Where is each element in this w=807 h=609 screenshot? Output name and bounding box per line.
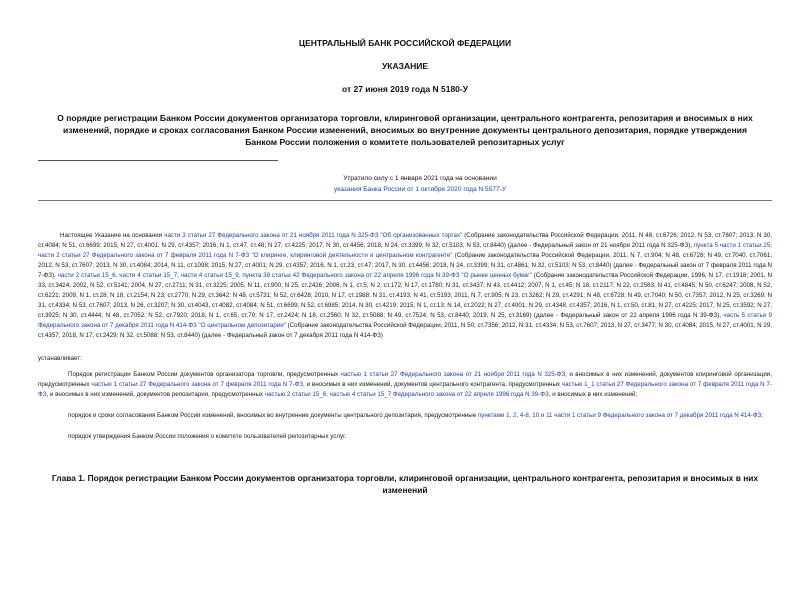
law-link[interactable]: пункта 5 части 1 статьи 25, части 2 статьи 27 Федерального закона от 7 февраля 2011 года N 7-ФЗ "О клиринге, клиринговой деятельности и центральном контрагенте" xyxy=(38,242,772,260)
lost-force-note xyxy=(38,173,772,195)
preamble-text: (Собрание законодательства Российской Федерации, 2011, N 7, ст.904; N 48, ст.6728; N 49, ст.7040, ст.7061; 2012, N 53, ст.7607; 2013, N 30, ст.4084; 2014, N 11, ст.1098; 2015, N 27, ст.4001; N 29, ст.4357; 2016, N 1, ст.23, ст.47; 2017, N 30, ст.4456; 2018, N 24, ст.3399; N 31, ст.4861; N 32, ст.5103; N 53, ст.8440) (далее - Федеральный закон от 7 февраля 2011 года N 7-ФЗ), xyxy=(38,252,772,280)
document-date-number: от 27 июня 2019 года N 5180-У xyxy=(341,84,469,94)
scope-paragraph-2 xyxy=(38,411,772,421)
document-type: УКАЗАНИЕ xyxy=(382,61,428,71)
chapter-heading: Глава 1. Порядок регистрации Банком России документов организатора торговли, клиринговой организации, центрального контрагента, репозитария и вносимых в них изменений xyxy=(51,472,759,495)
law-link[interactable]: пунктами 1, 2, 4-8, 10 и 11 части 1 статьи 9 Федерального закона от 7 декабря 2011 года N 414-ФЗ xyxy=(477,411,762,419)
paragraph-text: порядок и сроки согласования Банком России изменений, вносимых во внутренние документы центрального депозитария, предусмотренные xyxy=(68,411,478,419)
document-title: О порядке регистрации Банком России документов организатора торговли, клиринговой организации, центрального контрагента, репозитария и вносимых в них изменений, порядке и сроках согласования Банком России изменений, вносимых во внутренние документы центрального депозитария, порядке утверждения Банком России положения о комитете пользователей репозитарных услуг xyxy=(57,113,753,147)
paragraph-text: ; xyxy=(761,411,764,419)
law-link[interactable]: части 2 статьи 15_6, части 4 статьи 15_7, части 4 статьи 15_9, пункта 38 статьи 42 Федерального закона от 22 апреля 1996 года N 39-ФЗ "О рынке ценных бумаг" xyxy=(57,272,532,280)
scope-paragraph-3: порядок утверждения Банком России положения о комитете пользователей репозитарных услуг. xyxy=(68,432,347,440)
law-link[interactable]: частью 1_1 статьи 27 Федерального закона от 7 февраля 2011 года N 7-ФЗ xyxy=(38,380,773,398)
scope-paragraph-1 xyxy=(38,370,772,400)
law-link[interactable]: частью 1 статьи 27 Федерального закона от 7 февраля 2011 года N 7-ФЗ xyxy=(91,380,304,388)
paragraph-text: Порядок регистрации Банком России документов организатора торговли, предусмотренных xyxy=(68,370,341,378)
issuer-heading: ЦЕНТРАЛЬНЫЙ БАНК РОССИЙСКОЙ ФЕДЕРАЦИИ xyxy=(298,38,512,48)
paragraph-text: , и вносимых в них изменений; xyxy=(548,390,638,398)
preamble-paragraph xyxy=(38,231,772,342)
establishes-label: устанавливает: xyxy=(38,354,82,362)
preamble-text: (Собрание законодательства Российской Федерации, 2011, N 50, ст.7356; 2012, N 31, ст.4334; N 53, ст.7607; 2013, N 27, ст.3477; N 30, ст.4084; 2015, N 27, ст.4001; N 29, ст.4357; 2018, N 17, ст.2429; N 32, ст.5088; N 53, ст.8440) (далее - Федеральный закон от 7 декабря 2011 года N 414-ФЗ) xyxy=(38,322,772,340)
paragraph-text: , и вносимых в них изменений, документов центрального контрагента, предусмотренных xyxy=(303,380,562,388)
preamble-text: (Собрание законодательства Российской Федерации, 2011, N 48, ст.6726; 2012, N 53, ст.7607; 2013, N 30, ст.4084; N 51, ст.6699; 2015, N 27, ст.4001; N 29, ст.4357; 2016, N 1, ст.47, ст.48; N 27, ст.4225; 2017, N 30, ст.4456; 2018, N 24, ст.3399; N 32, ст.5103; N 53, ст.8440) (далее - Федеральный закон от 21 ноября 2011 года N 325-ФЗ), xyxy=(38,232,772,250)
preamble-text: Настоящее Указание на основании xyxy=(60,232,165,239)
document-page xyxy=(0,38,807,609)
law-link[interactable]: частью 2 статьи 15_6, частью 4 статьи 15_7 Федерального закона от 22 апреля 1996 года N 39-ФЗ xyxy=(264,390,549,398)
lost-force-link[interactable]: указания Банка России от 1 октября 2020 года N 5577-У xyxy=(333,186,507,193)
law-link[interactable]: часть 5 статьи 9 Федерального закона от 7 декабря 2011 года N 414-ФЗ "О центральном депозитарии" xyxy=(38,312,772,330)
paragraph-text: , и вносимых в них изменений, документов клиринговой организации, предусмотренных xyxy=(38,370,772,388)
paragraph-text: , и вносимых в них изменений, документов репозитария, предусмотренных xyxy=(46,390,265,398)
law-link[interactable]: частью 1 статьи 27 Федерального закона от 21 ноября 2011 года N 325-ФЗ xyxy=(340,370,566,378)
divider xyxy=(38,200,772,201)
lost-force-text: Утратило силу с 1 января 2021 года на основании xyxy=(343,175,497,182)
divider xyxy=(38,160,278,161)
law-link[interactable]: части 3 статьи 27 Федерального закона от 21 ноября 2011 года N 325-ФЗ "Об организованных торгах" xyxy=(164,232,463,239)
preamble-text: (Собрание законодательства Российской Федерации, 1996, N 17, ст.1918; 2001, N 33, ст.3424; 2002, N 52, ст.5141; 2004, N 27, ст.2711; N 31, ст.3225; 2005, N 11, ст.900; N 25, ст.2426; 2006, N 1, ст.5; N 2, ст.172; N 17, ст.1780; N 31, ст.3437; N 43, ст.4412; 2007, N 1, ст.45; N 18, ст.2117; N 22, ст.2563; N 41, ст.4845; N 50, ст.6247; 2008, N 52, ст.6221; 2009, N 1, ст.28; N 18, ст.2154; N 23, ст.2770; N 29, ст.3642; N 48, ст.5731; N 52, ст.6428; 2010, N 17, ст.1988; N 31, ст.4193; N 41, ст.5193; 2011, N 7, ст.905; N 23, ст.3262; N 29, ст.4291; N 48, ст.6728; N 49, ст.7040; N 50, ст.7357; 2012, N 25, ст.3269; N 31, ст.4334; N 53, ст.7607; 2013, N 26, ст.3207; N 30, ст.4043, ст.4082, ст.4084; N 51, ст.6699; N 52, ст.6985; 2014, N 30, ст.4219; 2015, N 1, ст.13; N 14, ст.2022; N 27, ст.4001; N 29, ст.4348, ст.4357; 2016, N 1, ст.50, ст.81; N 27, ст.4225; 2017, N 25, ст.3592; N 27, ст.3925; N 30, ст.4444; N 48, ст.7052; N 52, ст.7920; 2018, N 1, ст.65, ст.70; N 17, ст.2424; N 18, ст.2560; N 32, ст.5088; N 49, ст.7524; N 53, ст.8440; 2019, N 25, ст.3169) (далее - Федеральный закон от 22 апреля 1996 года N 39-ФЗ), xyxy=(38,272,772,320)
